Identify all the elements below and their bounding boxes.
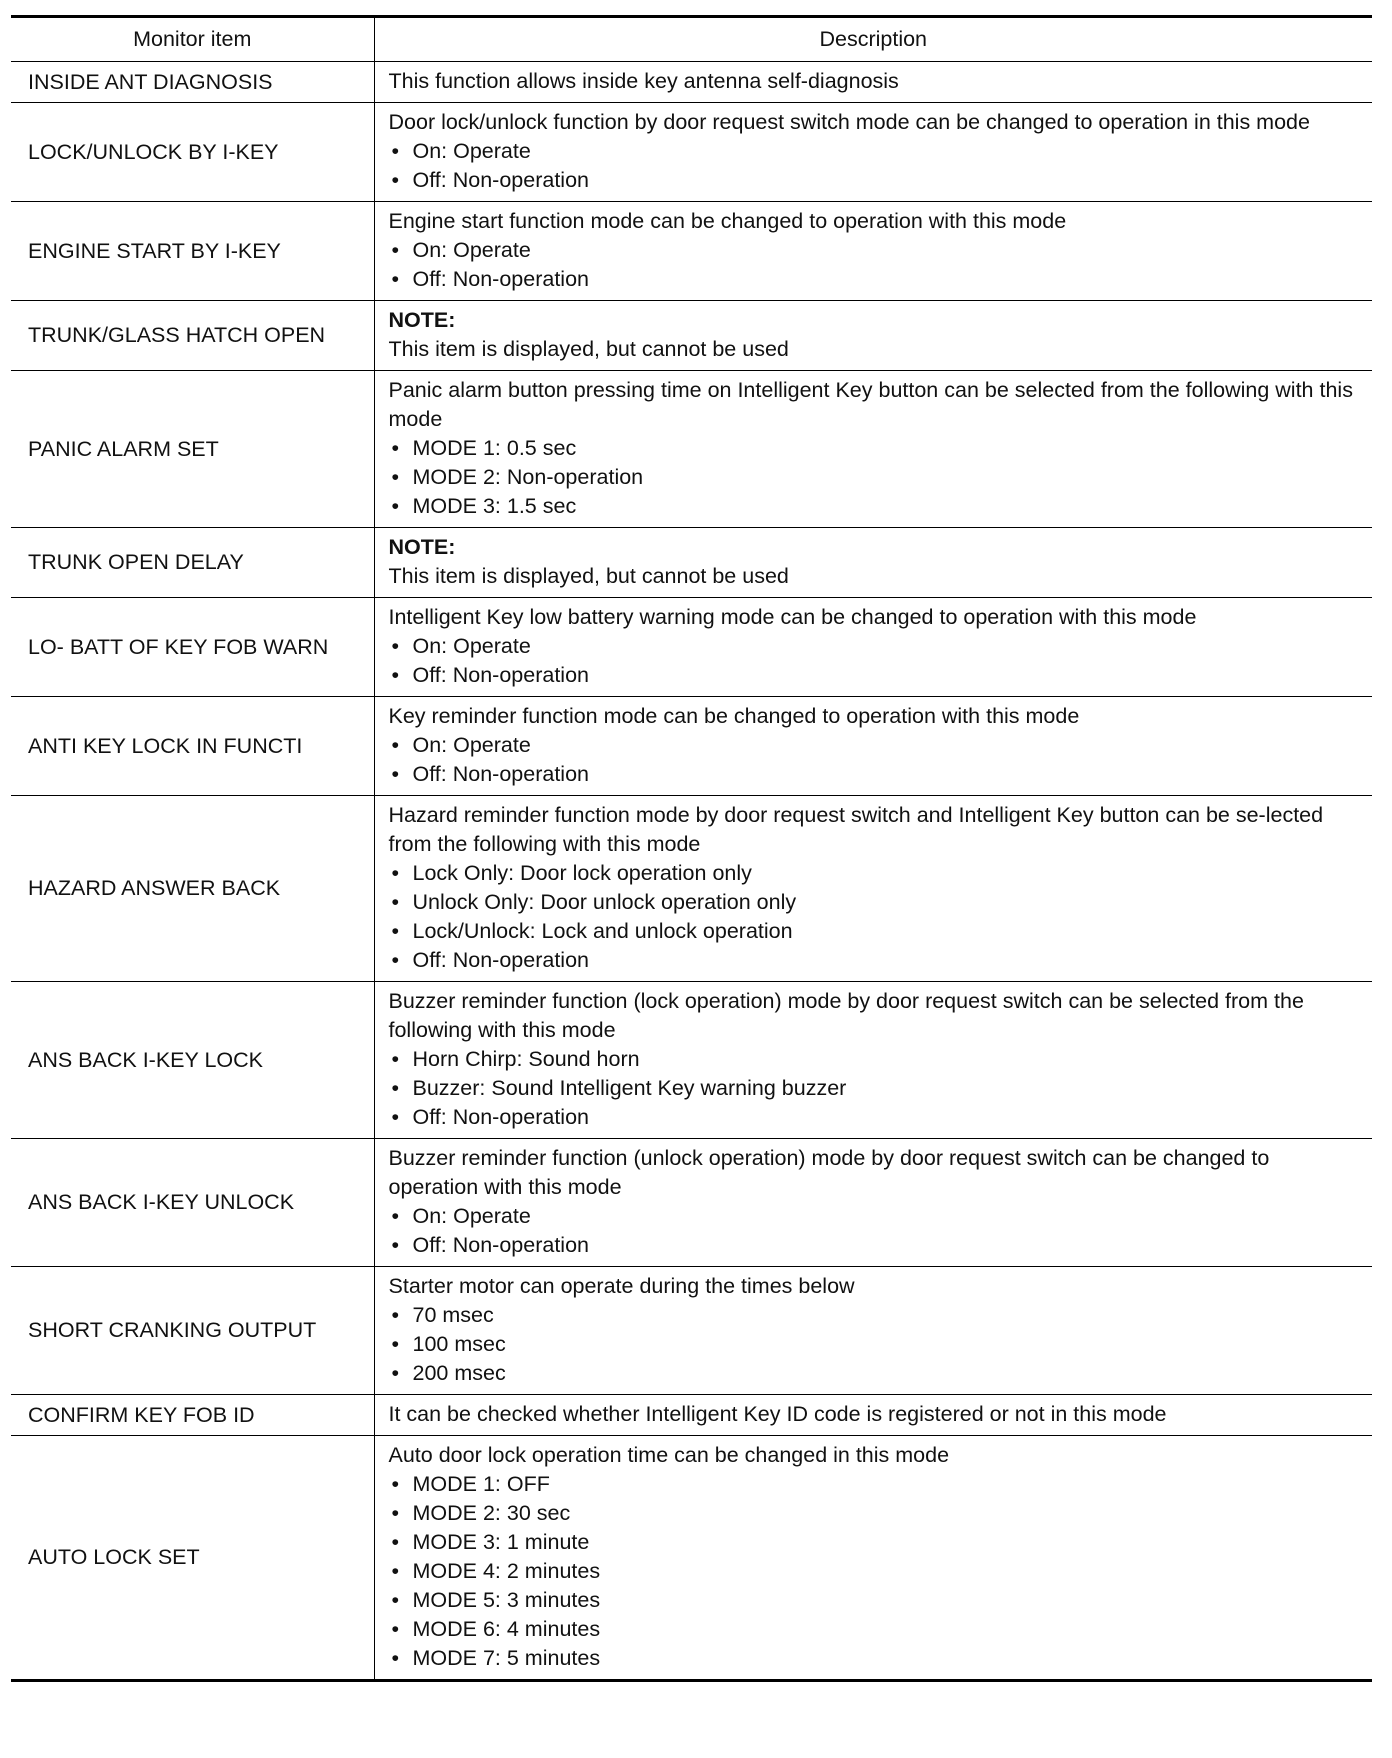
description-cell: [374, 1395, 1372, 1436]
option-item: • MODE 3: 1.5 sec: [389, 492, 1363, 521]
column-header-description: Description: [374, 17, 1372, 62]
monitor-item-table: [11, 15, 1372, 1682]
description-text: Key reminder function mode can be changed to operation with this mode: [388, 704, 1080, 728]
option-item: • Off: Non-operation: [389, 1231, 1363, 1260]
option-item: • Off: Non-operation: [389, 265, 1363, 294]
description-cell: [374, 796, 1372, 982]
option-item: • On: Operate: [389, 632, 1363, 661]
option-item: • MODE 3: 1 minute: [389, 1528, 1363, 1557]
description-cell: [374, 598, 1372, 697]
monitor-item-cell: ANS BACK I-KEY LOCK: [11, 982, 374, 1139]
description-cell: [374, 1436, 1372, 1681]
option-item: • Off: Non-operation: [389, 661, 1363, 690]
description-text: This function allows inside key antenna self-diagnosis: [388, 69, 899, 93]
option-list: [389, 859, 1363, 975]
option-list: [389, 632, 1363, 690]
table-row: [11, 202, 1372, 301]
option-item: • MODE 1: OFF: [389, 1470, 1363, 1499]
table-row: [11, 1395, 1372, 1436]
description-text: Starter motor can operate during the times below: [388, 1274, 855, 1298]
option-item: • Off: Non-operation: [389, 166, 1363, 195]
option-list: [389, 137, 1363, 195]
option-item: • Buzzer: Sound Intelligent Key warning buzzer: [389, 1074, 1363, 1103]
monitor-item-cell: LOCK/UNLOCK BY I-KEY: [11, 103, 374, 202]
table-row: [11, 598, 1372, 697]
description-text: Panic alarm button pressing time on Intelligent Key button can be selected from the following with this mode: [388, 378, 1353, 431]
note-label: NOTE:: [388, 535, 456, 559]
description-text: Door lock/unlock function by door request switch mode can be changed to operation in this mode: [388, 110, 1310, 134]
option-item: • 200 msec: [389, 1359, 1363, 1388]
option-item: • MODE 2: Non-operation: [389, 463, 1363, 492]
option-list: [389, 1470, 1363, 1673]
monitor-item-cell: INSIDE ANT DIAGNOSIS: [11, 62, 374, 103]
option-item: • MODE 6: 4 minutes: [389, 1615, 1363, 1644]
option-item: • On: Operate: [389, 1202, 1363, 1231]
description-text: This item is displayed, but cannot be used: [388, 564, 789, 588]
monitor-item-cell: ENGINE START BY I-KEY: [11, 202, 374, 301]
table-row: [11, 528, 1372, 598]
description-text: Buzzer reminder function (lock operation) mode by door request switch can be selected from the following with this mode: [388, 989, 1304, 1042]
option-item: • Horn Chirp: Sound horn: [389, 1045, 1363, 1074]
option-item: • Off: Non-operation: [389, 760, 1363, 789]
description-cell: [374, 982, 1372, 1139]
table-row: [11, 1267, 1372, 1395]
description-text: Hazard reminder function mode by door request switch and Intelligent Key button can be se-lected from the following with this mode: [388, 803, 1324, 856]
description-cell: [374, 371, 1372, 528]
option-item: • Off: Non-operation: [389, 1103, 1363, 1132]
option-item: • MODE 1: 0.5 sec: [389, 434, 1363, 463]
table-row: [11, 796, 1372, 982]
description-text: Auto door lock operation time can be changed in this mode: [388, 1443, 950, 1467]
description-cell: [374, 1139, 1372, 1267]
monitor-item-cell: PANIC ALARM SET: [11, 371, 374, 528]
description-text: Buzzer reminder function (unlock operation) mode by door request switch can be changed to operation with this mode: [388, 1146, 1270, 1199]
monitor-item-cell: SHORT CRANKING OUTPUT: [11, 1267, 374, 1395]
table-row: [11, 301, 1372, 371]
description-text: It can be checked whether Intelligent Key ID code is registered or not in this mode: [388, 1402, 1167, 1426]
option-item: • MODE 5: 3 minutes: [389, 1586, 1363, 1615]
table-row: [11, 1436, 1372, 1681]
description-cell: [374, 697, 1372, 796]
option-item: • MODE 4: 2 minutes: [389, 1557, 1363, 1586]
option-list: [389, 1301, 1363, 1388]
monitor-item-cell: LO- BATT OF KEY FOB WARN: [11, 598, 374, 697]
option-item: • Lock Only: Door lock operation only: [389, 859, 1363, 888]
table-row: [11, 62, 1372, 103]
description-cell: [374, 202, 1372, 301]
table-row: [11, 982, 1372, 1139]
monitor-item-cell: TRUNK OPEN DELAY: [11, 528, 374, 598]
description-cell: [374, 1267, 1372, 1395]
table-row: [11, 1139, 1372, 1267]
description-cell: [374, 62, 1372, 103]
column-header-monitor-item: Monitor item: [11, 17, 374, 62]
monitor-item-cell: ANS BACK I-KEY UNLOCK: [11, 1139, 374, 1267]
note-label: NOTE:: [388, 308, 456, 332]
option-list: [389, 1045, 1363, 1132]
table-body: [11, 62, 1372, 1681]
option-item: • Lock/Unlock: Lock and unlock operation: [389, 917, 1363, 946]
monitor-item-cell: CONFIRM KEY FOB ID: [11, 1395, 374, 1436]
option-item: • On: Operate: [389, 236, 1363, 265]
table-row: [11, 371, 1372, 528]
option-list: [389, 236, 1363, 294]
option-item: • 70 msec: [389, 1301, 1363, 1330]
monitor-item-cell: AUTO LOCK SET: [11, 1436, 374, 1681]
option-item: • Off: Non-operation: [389, 946, 1363, 975]
option-list: [389, 731, 1363, 789]
option-item: • Unlock Only: Door unlock operation only: [389, 888, 1363, 917]
option-item: • MODE 7: 5 minutes: [389, 1644, 1363, 1673]
table-header-row: [11, 17, 1372, 62]
table-row: [11, 103, 1372, 202]
option-list: [389, 434, 1363, 521]
option-list: [389, 1202, 1363, 1260]
monitor-item-cell: HAZARD ANSWER BACK: [11, 796, 374, 982]
monitor-item-cell: ANTI KEY LOCK IN FUNCTI: [11, 697, 374, 796]
option-item: • MODE 2: 30 sec: [389, 1499, 1363, 1528]
description-text: Engine start function mode can be changed to operation with this mode: [388, 209, 1067, 233]
monitor-item-cell: TRUNK/GLASS HATCH OPEN: [11, 301, 374, 371]
description-text: This item is displayed, but cannot be used: [388, 337, 789, 361]
option-item: • On: Operate: [389, 137, 1363, 166]
description-cell: [374, 528, 1372, 598]
option-item: • 100 msec: [389, 1330, 1363, 1359]
description-text: Intelligent Key low battery warning mode can be changed to operation with this mode: [388, 605, 1197, 629]
description-cell: [374, 103, 1372, 202]
description-cell: [374, 301, 1372, 371]
option-item: • On: Operate: [389, 731, 1363, 760]
table-row: [11, 697, 1372, 796]
